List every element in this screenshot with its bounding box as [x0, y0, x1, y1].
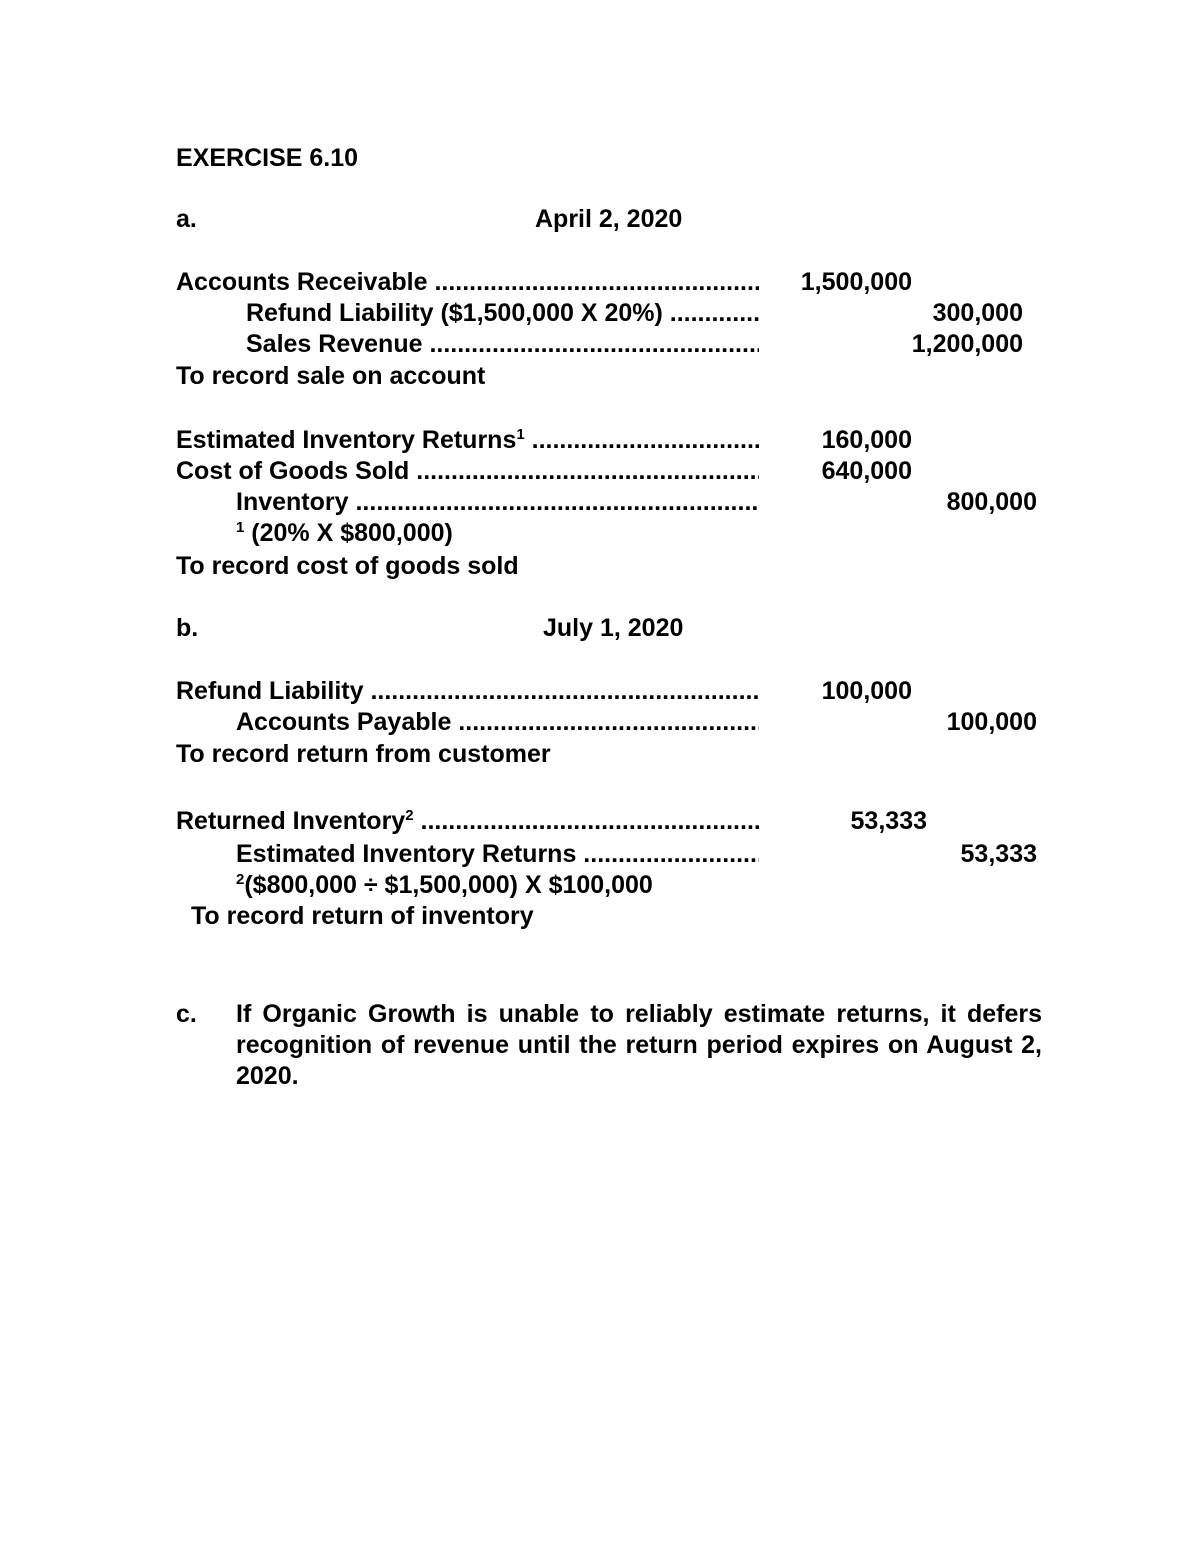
debit-account: Estimated Inventory Returns$^1$ ..... [176, 425, 759, 455]
credit-account: Refund Liability ($1,500,000 X 20%) ..... [246, 298, 759, 328]
credit-account: Estimated Inventory Returns ..... [236, 839, 759, 869]
entry-memo: To record return of inventory [191, 902, 534, 930]
part-c-label: c. [176, 1000, 197, 1028]
credit-amount: 800,000 [946, 488, 1037, 516]
debit-amount: 100,000 [821, 677, 912, 705]
footnote: $^1$ (20% X $800,000) [236, 519, 453, 547]
entry-memo: To record cost of goods sold [176, 552, 519, 580]
credit-account: Accounts Payable ..... [236, 707, 759, 737]
credit-amount: 53,333 [960, 840, 1037, 868]
part-a-date: April 2, 2020 [535, 205, 683, 233]
debit-account: Accounts Receivable ..... [176, 267, 759, 297]
credit-amount: 100,000 [946, 708, 1037, 736]
footnote-marker: 1 [516, 426, 525, 443]
part-c-text: If Organic Growth is unable to reliably estimate returns, it defers recognition of revenue until the return period expires on August 2, 2020. [236, 1000, 1042, 1090]
debit-account: Cost of Goods Sold ..... [176, 456, 759, 486]
footnote-marker: 2 [405, 807, 414, 824]
debit-amount: 1,500,000 [800, 268, 912, 296]
part-b-date: July 1, 2020 [543, 614, 684, 642]
footnote: $^2$($800,000 ÷ $1,500,000) X $100,000 [236, 871, 653, 899]
credit-account: Inventory ..... [236, 487, 759, 517]
exercise-title: EXERCISE 6.10 [176, 144, 359, 172]
part-a-label: a. [176, 205, 197, 233]
footnote-marker: 1 [236, 519, 245, 536]
entry-memo: To record return from customer [176, 740, 551, 768]
debit-amount: 160,000 [821, 426, 912, 454]
part-b-label: b. [176, 614, 199, 642]
debit-amount: 640,000 [821, 457, 912, 485]
entry-memo: To record sale on account [176, 362, 486, 390]
credit-amount: 1,200,000 [911, 330, 1023, 358]
credit-account: Sales Revenue ..... [246, 329, 759, 359]
credit-amount: 300,000 [932, 299, 1023, 327]
debit-account: Returned Inventory$^2$ ..... [176, 806, 759, 836]
debit-amount: 53,333 [850, 807, 927, 835]
debit-account: Refund Liability ..... [176, 676, 759, 706]
footnote-marker: 2 [236, 871, 245, 888]
